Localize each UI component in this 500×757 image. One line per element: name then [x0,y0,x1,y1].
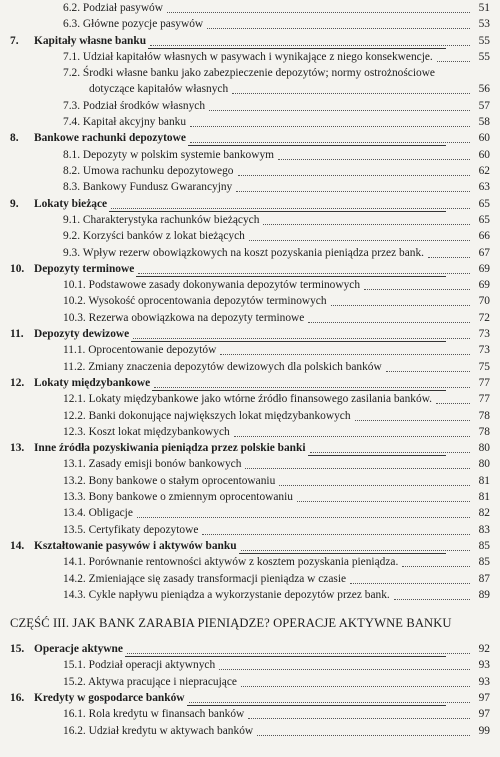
page-number: 67 [478,246,490,259]
chapter-title [10,33,148,49]
section-title: 14.3. Cykle napływu pieniądza a wykorzystanie depozytów przez bank. [63,588,390,601]
section-entry[interactable] [0,456,500,472]
section-title: 12.2. Banki dokonujące największych lokat międzybankowych [63,409,351,422]
section-entry[interactable] [0,16,500,32]
chapter-number: 8. [10,132,19,145]
chapter-label: Kształtowanie pasywów i aktywów banku [34,539,237,552]
part-heading: CZĘŚĆ III. JAK BANK ZARABIA PIENIĄDZE? OPERACJE AKTYWNE BANKU [10,616,452,631]
chapter-label: Depozyty dewizowe [34,328,130,340]
dot-leader [279,483,470,486]
chapter-label: Lokaty bieżące [34,197,108,210]
dot-leader [167,10,470,13]
dot-leader [138,271,470,274]
section-title: 9.3. Wpływ rezerw obowiązkowych na koszt pozyskania pieniądza przez bank. [63,246,424,259]
dot-leader [437,59,470,62]
section-entry[interactable] [0,293,500,309]
chapter-label: Depozyty terminowe [34,262,135,275]
dot-leader [127,651,470,654]
chapter-label: Kredyty w gospodarce banków [34,692,185,704]
dot-leader [394,597,470,600]
chapter-number: 15. [10,643,25,656]
section-title: 14.1. Porównanie rentowności aktywów z kosztem pozyskania pieniądza. [63,556,399,569]
page-number: 80 [478,458,490,471]
chapter-entry[interactable] [0,130,500,146]
chapter-title [10,326,131,342]
chapter-entry[interactable] [0,375,500,391]
chapter-entry[interactable] [0,326,500,342]
page-number: 75 [478,360,490,373]
dot-leader [245,466,470,469]
chapter-title [10,261,136,277]
section-title: 13.4. Obligacje [63,507,133,520]
chapter-number: 16. [10,692,25,704]
section-entry[interactable] [0,0,500,16]
page-number: 92 [478,643,490,656]
section-title: 7.1. Udział kapitałów własnych w pasywach i wynikające z niego konsekwencje. [63,50,433,63]
section-entry[interactable] [0,657,500,673]
dot-leader [364,287,470,290]
page-number: 73 [478,328,490,340]
dot-leader [133,336,470,339]
chapter-label: Bankowe rachunki depozytowe [34,132,186,145]
dot-leader [220,352,470,355]
page-number: 99 [478,724,490,737]
chapter-number: 9. [10,197,19,210]
page-number: 57 [478,99,490,112]
page-number: 80 [478,442,490,455]
dot-leader [137,515,470,518]
chapter-entry[interactable] [0,33,500,49]
dot-leader [234,434,470,437]
chapter-label: Operacje aktywne [34,643,123,656]
dot-leader [248,716,470,719]
section-title-continued: dotyczące kapitałów własnych [89,83,229,96]
dot-leader [257,733,470,736]
section-entry[interactable] [0,505,500,521]
section-entry[interactable] [0,571,500,587]
page-number: 73 [478,344,490,357]
chapter-label: Inne źródła pozyskiwania pieniądza przez polskie banki [34,442,306,455]
chapter-entry[interactable] [0,196,500,212]
page-number: 97 [478,708,490,721]
dot-leader [355,418,470,421]
dot-leader [308,320,470,323]
dot-leader [350,581,470,584]
dot-leader [236,189,470,192]
page-number: 83 [478,523,490,536]
dot-leader [263,222,470,225]
section-entry[interactable] [0,98,500,114]
section-title: 11.1. Oprocentowanie depozytów [63,344,217,357]
section-title: 13.2. Bony bankowe o stałym oprocentowaniu [63,474,276,487]
page-number: 51 [478,2,490,14]
page-number: 87 [478,572,490,585]
page-number: 55 [478,50,490,63]
page-number: 85 [478,556,490,569]
section-title: 7.4. Kapitał akcyjny banku [63,116,187,129]
dot-leader [241,684,470,687]
dot-leader [111,206,470,209]
section-title: 12.3. Koszt lokat międzybankowych [63,425,230,438]
section-entry[interactable] [0,212,500,228]
section-title: 13.1. Zasady emisji bonów bankowych [63,458,242,471]
section-title: 16.2. Udział kredytu w aktywach banków [63,724,254,737]
section-entry[interactable] [0,228,500,244]
section-entry[interactable] [0,245,500,261]
page-number: 97 [478,692,490,704]
page-number: 69 [478,279,490,292]
chapter-number: 10. [10,262,25,275]
chapter-title [10,641,125,657]
section-entry[interactable] [0,114,500,130]
chapter-number: 11. [10,328,24,340]
dot-leader [219,667,470,670]
chapter-title [10,440,308,456]
section-title: 10.3. Rezerwa obowiązkowa na depozyty terminowe [63,311,305,324]
section-title: 10.2. Wysokość oprocentowania depozytów terminowych [63,295,327,308]
section-entry[interactable] [0,723,500,739]
section-entry[interactable] [0,424,500,440]
chapter-title [10,196,109,212]
section-title: 16.1. Rola kredytu w finansach banków [63,708,245,721]
page-number: 65 [478,213,490,226]
section-title: 15.2. Aktywa pracujące i niepracujące [63,675,237,688]
page-number: 81 [478,474,490,487]
page-number: 55 [478,34,490,47]
chapter-title [10,130,188,146]
section-title: 10.1. Podstawowe zasady dokonywania depozytów terminowych [63,279,361,292]
dot-leader [241,548,470,551]
page-number: 60 [478,132,490,145]
page-number: 56 [478,83,490,96]
section-title: 12.1. Lokaty międzybankowe jako wtórne źródło finansowego zasilania banków. [63,393,433,406]
section-entry[interactable] [0,522,500,538]
chapter-entry[interactable] [0,690,500,706]
dot-leader [428,255,470,258]
dot-leader [436,401,470,404]
page-number: 62 [478,165,490,177]
page-number: 81 [478,491,490,503]
page-number: 78 [478,409,490,422]
section-title: 13.5. Certyfikaty depozytowe [63,523,199,536]
chapter-title [10,690,187,706]
chapter-number: 12. [10,376,25,389]
page-number: 66 [478,230,490,243]
page-number: 78 [478,425,490,438]
chapter-label: Kapitały własne banku [34,34,147,47]
dot-leader [154,385,470,388]
dot-leader [238,173,471,176]
section-entry[interactable] [0,408,500,424]
page-number: 77 [478,376,490,389]
page-number: 63 [478,181,490,194]
chapter-number: 14. [10,539,25,552]
section-entry[interactable] [0,179,500,195]
chapter-entry[interactable] [0,641,500,657]
section-entry[interactable] [0,554,500,570]
dot-leader [232,91,470,94]
section-title: 13.3. Bony bankowe o zmiennym oprocentowaniu [63,491,293,503]
chapter-label: Lokaty międzybankowe [34,376,151,389]
page-number: 93 [478,659,490,672]
chapter-number: 13. [10,442,25,455]
dot-leader [278,157,470,160]
dot-leader [189,700,470,703]
chapter-title [10,538,239,554]
page-number: 77 [478,393,490,406]
page-number: 93 [478,675,490,688]
section-entry[interactable] [0,342,500,358]
page-number: 85 [478,539,490,552]
page-number: 53 [478,18,490,31]
section-entry[interactable] [0,587,500,603]
section-title: 6.3. Główne pozycje pasywów [63,18,204,31]
chapter-title [10,375,152,391]
chapter-entry[interactable] [0,440,500,456]
dot-leader [190,140,470,143]
section-entry[interactable] [0,49,500,65]
dot-leader [150,43,470,46]
dot-leader [402,564,470,567]
page-number: 69 [478,262,490,275]
dot-leader [310,450,470,453]
page-number: 65 [478,197,490,210]
chapter-entry[interactable] [0,261,500,277]
section-entry[interactable] [0,147,500,163]
section-title: 11.2. Zmiany znaczenia depozytów dewizowych dla polskich banków [63,360,382,373]
dot-leader [202,532,470,535]
page-number: 70 [478,295,490,308]
section-entry[interactable] [0,359,500,375]
chapter-entry[interactable] [0,538,500,554]
section-title: 6.2. Podział pasywów [63,2,163,14]
page-number: 60 [478,148,490,161]
section-entry[interactable] [0,65,500,97]
dot-leader [386,369,470,372]
page-number: 72 [478,311,490,324]
dot-leader [297,499,470,502]
section-entry[interactable] [0,674,500,690]
section-entry[interactable] [0,163,500,179]
section-title: 8.3. Bankowy Fundusz Gwarancyjny [63,181,233,194]
section-entry[interactable] [0,473,500,489]
section-title: 8.1. Depozyty w polskim systemie bankowym [63,148,275,161]
section-entry[interactable] [0,489,500,505]
chapter-number: 7. [10,34,19,47]
dot-leader [331,303,470,306]
section-entry[interactable] [0,310,500,326]
page-number: 58 [478,116,490,129]
dot-leader [209,108,470,111]
section-title: 7.3. Podział środków własnych [63,99,206,112]
section-title: 8.2. Umowa rachunku depozytowego [63,165,234,177]
section-title: 9.1. Charakterystyka rachunków bieżących [63,213,260,226]
dot-leader [249,238,470,241]
dot-leader [190,124,470,127]
section-entry[interactable] [0,391,500,407]
dot-leader [207,26,470,29]
page-number: 89 [478,588,490,601]
page-number: 82 [478,507,490,520]
section-title: 14.2. Zmieniające się zasady transformacji pieniądza w czasie [63,572,347,585]
section-entry[interactable] [0,706,500,722]
section-entry[interactable] [0,277,500,293]
section-title: 7.2. Środki własne banku jako zabezpieczenie depozytów; normy ostrożnościowe [63,67,435,80]
section-title: 9.2. Korzyści banków z lokat bieżących [63,230,245,243]
section-title: 15.1. Podział operacji aktywnych [63,659,216,672]
